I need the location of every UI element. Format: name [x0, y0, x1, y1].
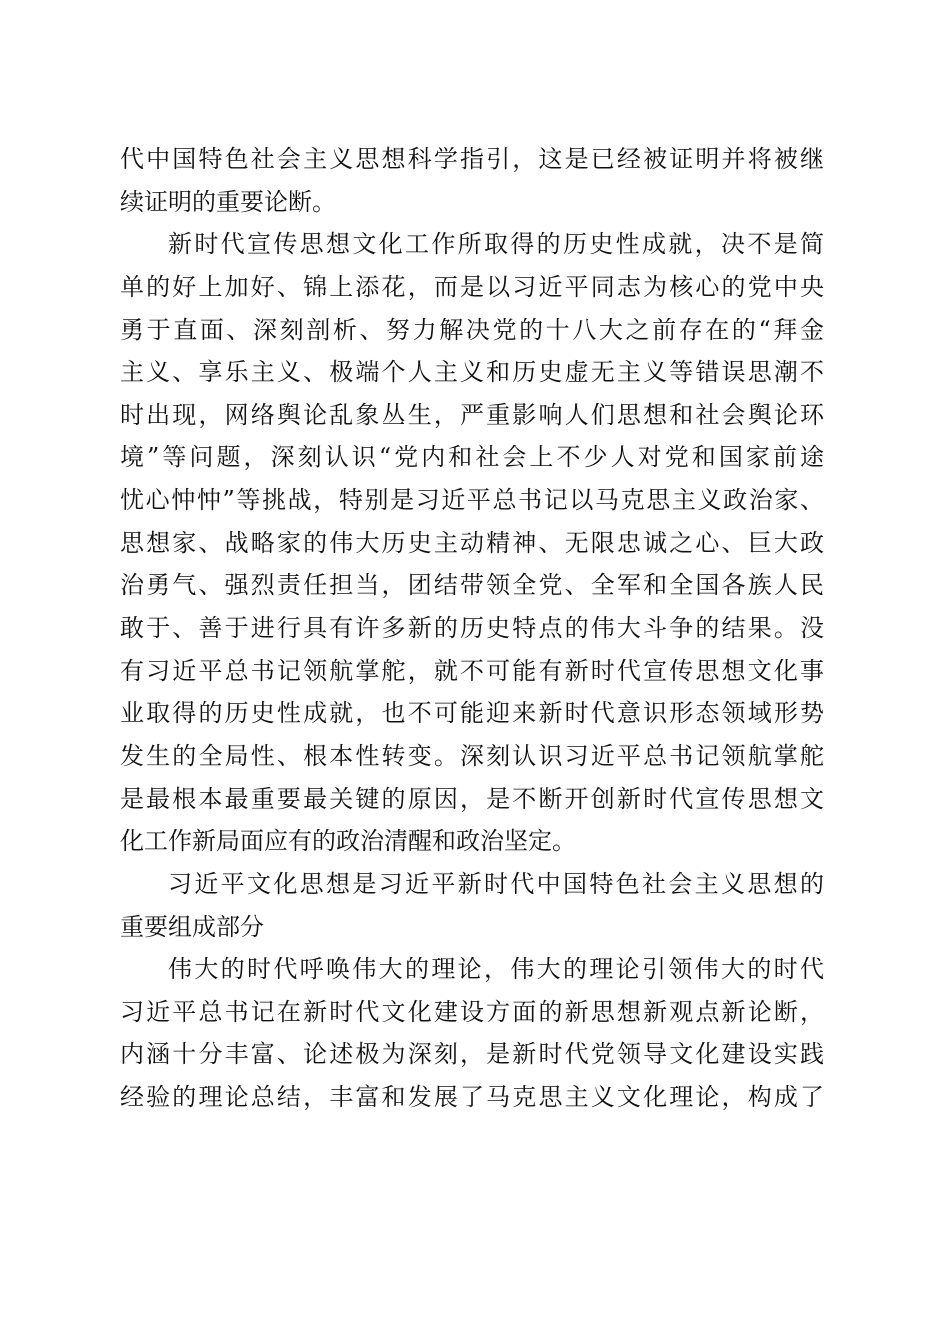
text-line: 化工作新局面应有的政治清醒和政治坚定。 — [120, 827, 576, 856]
text-line: 内涵十分丰富、论述极为深刻，是新时代党领导文化建设实践 — [120, 1040, 824, 1069]
text-line: 思想家、战略家的伟大历史主动精神、无限忠诚之心、巨大政 — [120, 528, 824, 557]
text-line: 习近平总书记在新时代文化建设方面的新思想新观点新论断， — [120, 997, 824, 1026]
text-line: 时出现，网络舆论乱象丛生，严重影响人们思想和社会舆论环 — [120, 400, 824, 429]
text-line: 发生的全局性、根本性转变。深刻认识习近平总书记领航掌舵 — [120, 741, 824, 770]
text-line: 重要组成部分 — [120, 912, 264, 941]
text-line: 伟大的时代呼唤伟大的理论，伟大的理论引领伟大的时代 — [168, 955, 824, 984]
text-line: 忧心忡忡”等挑战，特别是习近平总书记以马克思主义政治家、 — [120, 486, 824, 515]
text-line: 是最根本最重要最关键的原因，是不断开创新时代宣传思想文 — [120, 784, 824, 813]
text-line: 经验的理论总结，丰富和发展了马克思主义文化理论，构成了 — [120, 1083, 824, 1112]
text-line: 主义、享乐主义、极端个人主义和历史虚无主义等错误思潮不 — [120, 358, 824, 387]
text-line: 单的好上加好、锦上添花，而是以习近平同志为核心的党中央 — [120, 272, 824, 301]
text-line: 有习近平总书记领航掌舵，就不可能有新时代宣传思想文化事 — [120, 656, 824, 685]
text-line: 境”等问题，深刻认识“党内和社会上不少人对党和国家前途 — [120, 443, 824, 472]
text-line: 续证明的重要论断。 — [120, 187, 336, 216]
text-line: 代中国特色社会主义思想科学指引，这是已经被证明并将被继 — [120, 145, 824, 173]
text-line: 习近平文化思想是习近平新时代中国特色社会主义思想的 — [168, 869, 824, 898]
text-line: 勇于直面、深刻剖析、努力解决党的十八大之前存在的“拜金 — [120, 315, 824, 344]
text-line: 新时代宣传思想文化工作所取得的历史性成就，决不是简 — [168, 230, 824, 259]
text-line: 敢于、善于进行具有许多新的历史特点的伟大斗争的结果。没 — [120, 614, 824, 643]
document-body — [120, 138, 824, 1119]
text-line: 业取得的历史性成就，也不可能迎来新时代意识形态领域形势 — [120, 699, 824, 728]
text-line: 治勇气、强烈责任担当，团结带领全党、全军和全国各族人民 — [120, 571, 824, 600]
